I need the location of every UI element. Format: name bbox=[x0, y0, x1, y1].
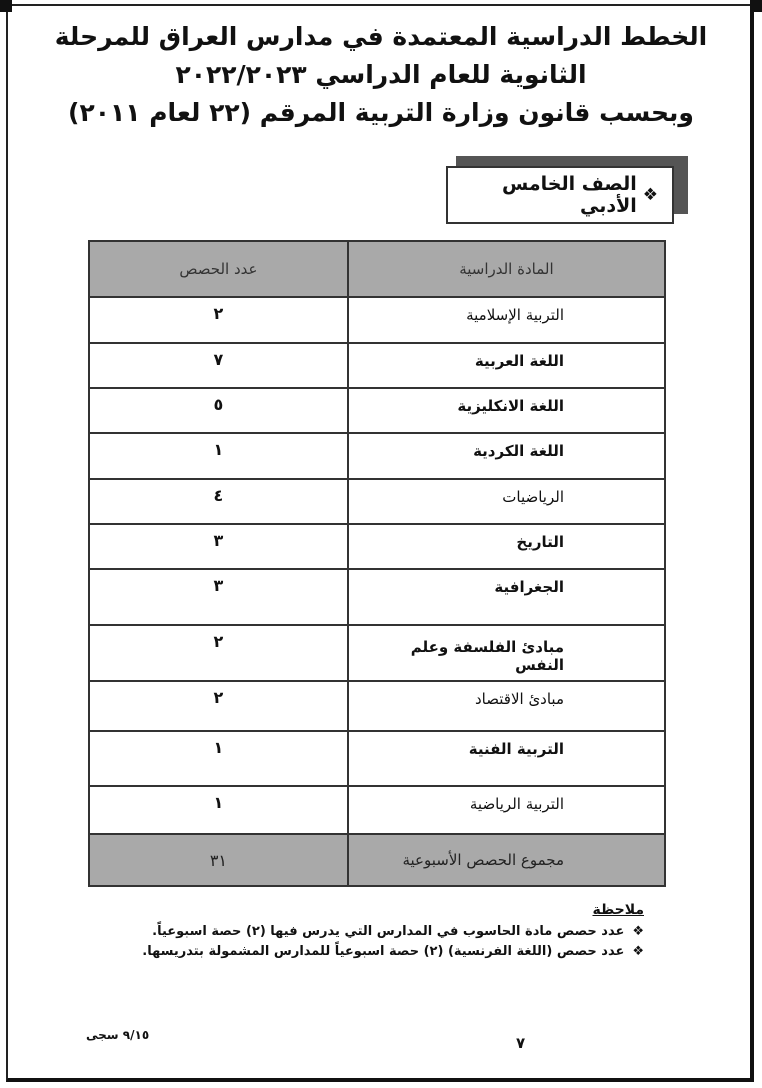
count-cell: ٥ bbox=[89, 388, 348, 433]
subject-cell: اللغة العربية bbox=[348, 343, 665, 388]
count-cell: ٧ bbox=[89, 343, 348, 388]
table-row bbox=[89, 524, 665, 569]
subject-cell: التربية الفنية bbox=[348, 731, 665, 786]
subject-cell: مبادئ الاقتصاد bbox=[348, 681, 665, 731]
section-title: الصف الخامس الأدبي bbox=[502, 173, 637, 217]
table-total-row bbox=[89, 834, 665, 886]
table-header-row bbox=[89, 241, 665, 297]
table-row bbox=[89, 297, 665, 343]
table-row bbox=[89, 786, 665, 834]
subject-cell: الجغرافية bbox=[348, 569, 665, 625]
count-cell: ١ bbox=[89, 786, 348, 834]
subject-cell: اللغة الكردية bbox=[348, 433, 665, 479]
header-line-2: الثانوية للعام الدراسي ٢٠٢٢/٢٠٢٣ bbox=[175, 60, 587, 89]
header-line-3: وبحسب قانون وزارة التربية المرقم (٢٢ لعام ٢٠١١) bbox=[68, 98, 694, 127]
notes-section bbox=[142, 902, 644, 962]
subject-cell: اللغة الانكليزية bbox=[348, 388, 665, 433]
header-line-1: الخطط الدراسية المعتمدة في مدارس العراق للمرحلة bbox=[54, 22, 708, 51]
notes-title: ملاحظة bbox=[592, 902, 644, 918]
section-title-box bbox=[446, 166, 674, 224]
count-cell: ٢ bbox=[89, 625, 348, 681]
table-row bbox=[89, 433, 665, 479]
subject-cell: التاريخ bbox=[348, 524, 665, 569]
subject-cell: التربية الإسلامية bbox=[348, 297, 665, 343]
count-cell: ١ bbox=[89, 731, 348, 786]
table-row bbox=[89, 569, 665, 625]
diamond-bullet-icon: ❖ bbox=[632, 944, 644, 959]
curriculum-table bbox=[88, 240, 666, 887]
subject-cell: الرياضيات bbox=[348, 479, 665, 524]
table-row bbox=[89, 343, 665, 388]
note-item bbox=[142, 922, 644, 942]
page-number: ٧ bbox=[516, 1034, 526, 1052]
note-text: عدد حصص (اللغة الفرنسية) (٢) حصة اسبوعياً للمدارس المشمولة بتدريسها. bbox=[142, 944, 625, 959]
corner-mark-top-left bbox=[0, 0, 12, 12]
header-count: عدد الحصص bbox=[89, 241, 348, 297]
table-row bbox=[89, 681, 665, 731]
subject-cell: مبادئ الفلسفة وعلم النفس bbox=[348, 625, 665, 681]
diamond-bullet-icon: ❖ bbox=[642, 185, 658, 205]
table-row bbox=[89, 731, 665, 786]
document-header bbox=[40, 18, 722, 132]
table-row bbox=[89, 388, 665, 433]
note-item bbox=[142, 942, 644, 962]
total-count-cell: ٣١ bbox=[89, 834, 348, 886]
subject-cell: التربية الرياضية bbox=[348, 786, 665, 834]
header-subject: المادة الدراسية bbox=[348, 241, 665, 297]
table-row bbox=[89, 625, 665, 681]
footer-code: ٩/١٥ سجى bbox=[86, 1028, 150, 1042]
count-cell: ١ bbox=[89, 433, 348, 479]
table-row bbox=[89, 479, 665, 524]
diamond-bullet-icon: ❖ bbox=[632, 924, 644, 939]
corner-mark-top-right bbox=[750, 0, 762, 12]
count-cell: ٢ bbox=[89, 681, 348, 731]
total-label-cell: مجموع الحصص الأسبوعية bbox=[348, 834, 665, 886]
count-cell: ٢ bbox=[89, 297, 348, 343]
count-cell: ٣ bbox=[89, 524, 348, 569]
note-text: عدد حصص مادة الحاسوب في المدارس التي يدرس فيها (٢) حصة اسبوعياً. bbox=[152, 924, 625, 939]
count-cell: ٤ bbox=[89, 479, 348, 524]
count-cell: ٣ bbox=[89, 569, 348, 625]
